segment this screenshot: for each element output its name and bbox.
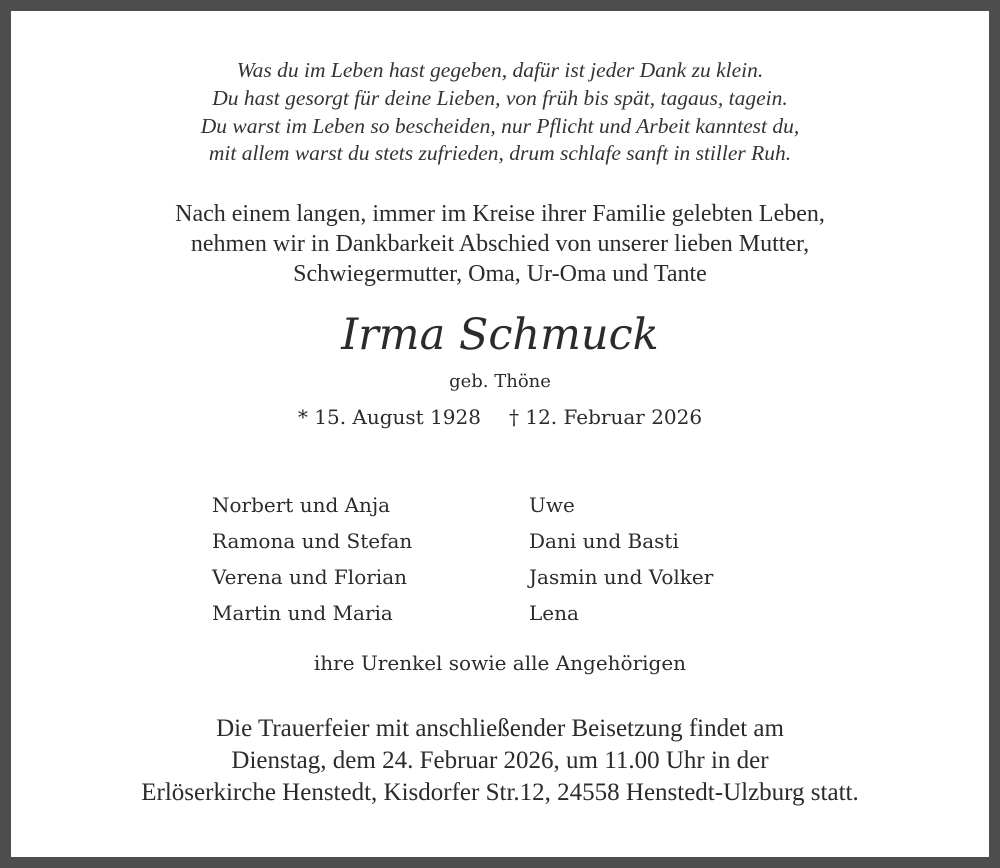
family-member: Ramona und Stefan — [212, 529, 413, 553]
obituary-card — [11, 11, 989, 857]
service-line-1: Die Trauerfeier mit anschließender Beisetzung findet am — [216, 715, 784, 742]
deceased-name: Irma Schmuck — [341, 310, 659, 360]
intro-line-3: Schwiegermutter, Oma, Ur-Oma und Tante — [293, 261, 707, 287]
service-line-3: Erlöserkirche Henstedt, Kisdorfer Str.12, 24558 Henstedt-Ulzburg statt. — [141, 779, 859, 806]
life-dates — [11, 405, 989, 429]
family-member: Martin und Maria — [212, 601, 393, 625]
family-column-left — [212, 487, 412, 631]
family-member: Verena und Florian — [212, 565, 407, 589]
family-member: Dani und Basti — [529, 529, 679, 553]
intro-line-1: Nach einem langen, immer im Kreise ihrer Familie gelebten Leben, — [175, 201, 825, 227]
poem-line-4: mit allem warst du stets zufrieden, drum schlafe sanft in stiller Ruh. — [208, 141, 792, 165]
death-date: † 12. Februar 2026 — [508, 405, 703, 429]
intro-line-2: nehmen wir in Dankbarkeit Abschied von unserer lieben Mutter, — [190, 231, 810, 257]
family-member: Uwe — [529, 493, 575, 517]
poem-line-1: Was du im Leben hast gegeben, dafür ist jeder Dank zu klein. — [236, 58, 764, 82]
birth-name: geb. Thöne — [449, 371, 551, 392]
service-line-2: Dienstag, dem 24. Februar 2026, um 11.00 Uhr in der — [231, 747, 769, 774]
family-member: Norbert und Anja — [212, 493, 391, 517]
family-column-right — [529, 487, 713, 631]
family-member: Jasmin und Volker — [529, 565, 714, 589]
family-member: Lena — [529, 601, 579, 625]
family-closing: ihre Urenkel sowie alle Angehörigen — [313, 651, 687, 675]
poem-line-2: Du hast gesorgt für deine Lieben, von früh bis spät, tagaus, tagein. — [212, 86, 788, 110]
birth-date: * 15. August 1928 — [297, 405, 481, 429]
poem-line-3: Du warst im Leben so bescheiden, nur Pflicht und Arbeit kanntest du, — [200, 114, 800, 138]
